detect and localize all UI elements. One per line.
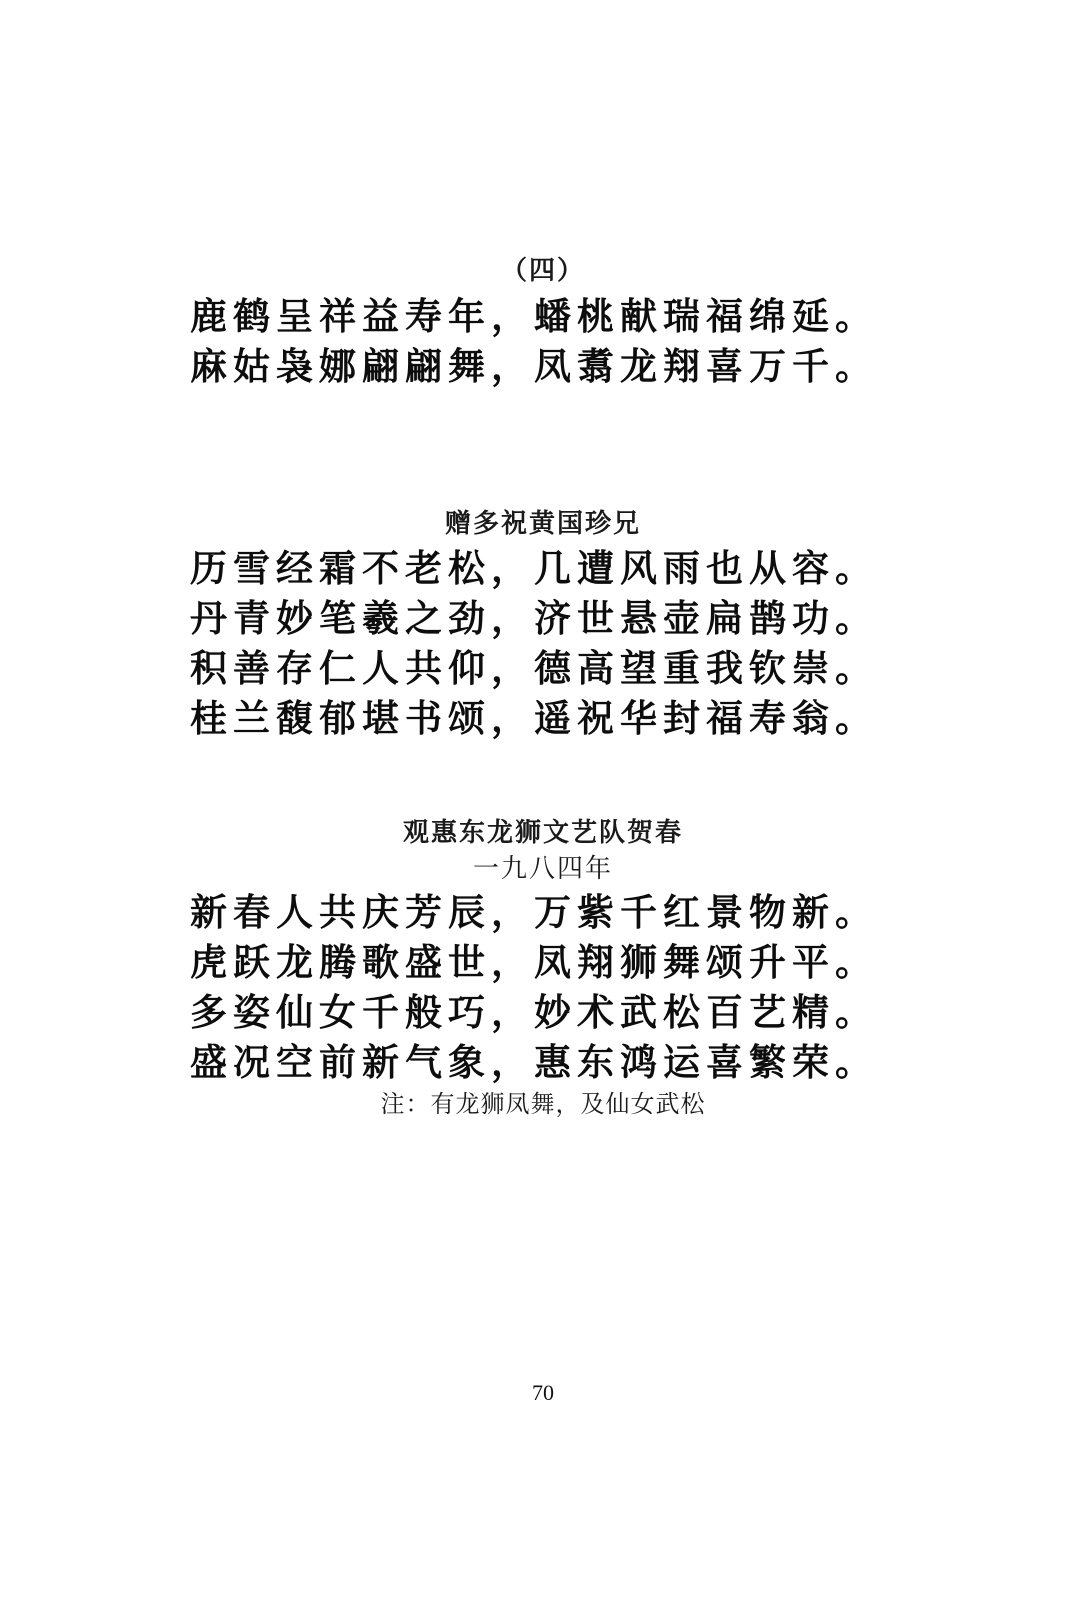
page-number: 70 <box>532 1380 554 1405</box>
poem-huidong-title: 观惠东龙狮文艺队贺春 <box>402 818 683 848</box>
verse-line: 虎跃龙腾歌盛世，凤翔狮舞颂升平。 <box>190 940 878 984</box>
verse-line: 新春人共庆芳辰，万紫千红景物新。 <box>190 890 878 934</box>
poem-huidong-date: 一九八四年 <box>472 854 613 884</box>
poem-huang-title: 赠多祝黄国珍兄 <box>444 509 641 539</box>
poem-huidong-verse <box>190 887 880 1087</box>
poem-four-verse <box>190 291 880 391</box>
poem-huidong-note: 注：有龙狮凤舞，及仙女武松 <box>380 1090 706 1118</box>
verse-line: 盛况空前新气象，惠东鸿运喜繁荣。 <box>190 1040 878 1084</box>
verse-line: 多姿仙女千般巧，妙术武松百艺精。 <box>190 990 878 1034</box>
verse-line: 麻姑袅娜翩翩舞，凤翥龙翔喜万千。 <box>190 344 878 388</box>
verse-line: 桂兰馥郁堪书颂，遥祝华封福寿翁。 <box>190 696 878 740</box>
verse-line: 历雪经霜不老松，几遭风雨也从容。 <box>190 546 878 590</box>
poem-huang-verse <box>190 543 880 743</box>
poem-four-heading: （四） <box>500 256 585 286</box>
verse-line: 积善存仁人共仰，德高望重我钦崇。 <box>190 646 878 690</box>
verse-line: 丹青妙笔羲之劲，济世悬壶扁鹊功。 <box>190 596 878 640</box>
verse-line: 鹿鹤呈祥益寿年，蟠桃献瑞福绵延。 <box>190 294 878 338</box>
